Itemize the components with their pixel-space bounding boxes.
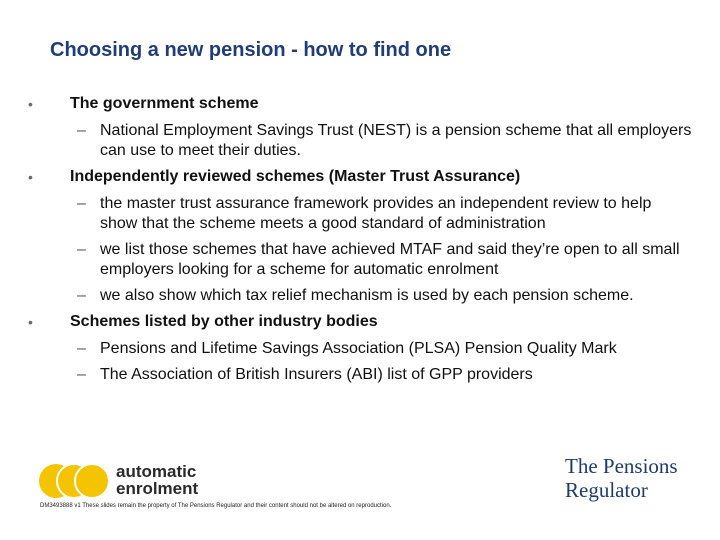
- sub-item-nest: [28, 121, 693, 161]
- sub-item-framework: [28, 194, 693, 234]
- sub-item-text: Pensions and Lifetime Savings Association (PLSA) Pension Quality Mark: [100, 340, 617, 357]
- sub-item-text: The Association of British Insurers (ABI) list of GPP providers: [100, 366, 533, 383]
- pensions-regulator-logo: [565, 454, 678, 502]
- sub-item-plsa: [28, 339, 693, 359]
- bullet-dot: •: [28, 96, 33, 112]
- bullet-text: The government scheme: [70, 95, 259, 112]
- ae-logo-text: [116, 463, 198, 497]
- bullet-list: [28, 94, 693, 391]
- dash-marker: –: [77, 122, 86, 139]
- bullet-text: Schemes listed by other industry bodies: [70, 313, 378, 330]
- sub-item-text: we list those schemes that have achieved MTAF and said they’re open to all small employers looking for a scheme for automatic enrolment: [100, 241, 680, 278]
- slide-title: Choosing a new pension - how to find one: [50, 39, 452, 61]
- bullet-item-master-trust: [28, 167, 693, 187]
- sub-item-abi: [28, 365, 693, 385]
- dash-marker: –: [77, 241, 86, 258]
- disclaimer-text: DM3493888 v1 These slides remain the property of The Pensions Regulator and their content should not be altered on reproduction.: [40, 503, 392, 509]
- dash-marker: –: [77, 366, 86, 383]
- sub-item-mtaf-list: [28, 240, 693, 280]
- dash-marker: –: [77, 340, 86, 357]
- sub-item-text: National Employment Savings Trust (NEST) is a pension scheme that all employers can use to meet their duties.: [100, 122, 692, 159]
- sub-item-text: we also show which tax relief mechanism is used by each pension scheme.: [100, 287, 634, 304]
- tpr-logo-line2: Regulator: [565, 478, 648, 502]
- bullet-item-industry-bodies: [28, 312, 693, 332]
- bullet-dot: •: [28, 169, 33, 185]
- sub-item-text: the master trust assurance framework provides an independent review to help show that the scheme meets a good standard of administration: [100, 195, 652, 232]
- bullet-text: Independently reviewed schemes (Master Trust Assurance): [70, 168, 521, 185]
- bullet-item-government-scheme: [28, 94, 693, 114]
- sub-item-tax-relief: [28, 286, 693, 306]
- bullet-dot: •: [28, 314, 33, 330]
- automatic-enrolment-logo: [36, 459, 206, 503]
- ae-circles-icon: [36, 459, 112, 503]
- ae-logo-line2: enrolment: [116, 479, 199, 498]
- dash-marker: –: [77, 195, 86, 212]
- ae-logo-line1: automatic: [116, 462, 197, 481]
- tpr-logo-line1: The Pensions: [565, 454, 678, 478]
- dash-marker: –: [77, 287, 86, 304]
